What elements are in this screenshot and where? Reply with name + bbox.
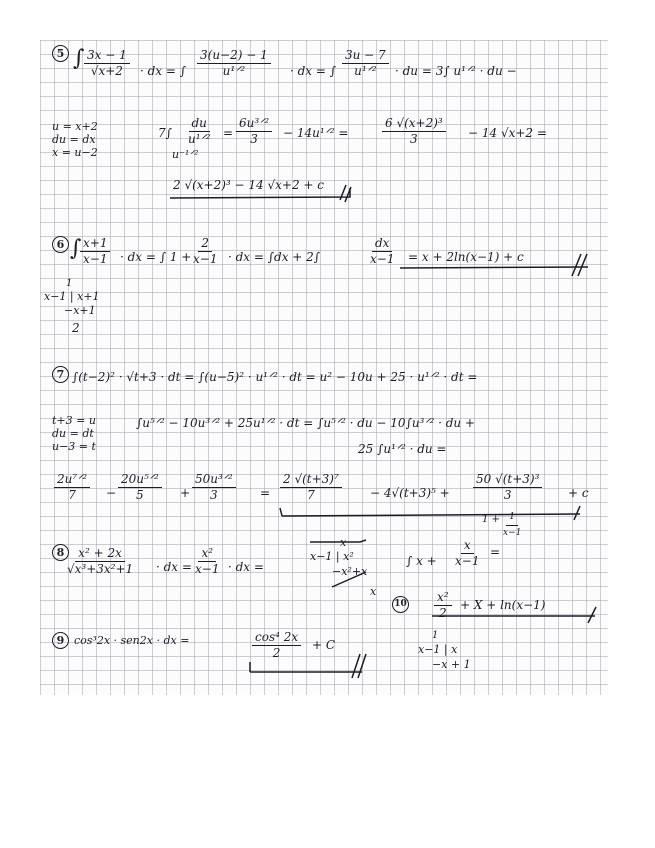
expression-text: · dx = [228,560,264,574]
numerator: 6 √(x+2)³ [382,116,446,132]
expression-text: ∫u⁵ᐟ² − 10u³ᐟ² + 25u¹ᐟ² · dt = ∫u⁵ᐟ² · du − 10∫u³ᐟ² · du + [136,416,475,430]
numerator: cos⁴ 2x [252,630,301,646]
expression-text: = [223,126,234,140]
denominator: 3 [410,132,418,146]
expression-text: ∫(t−2)² · √t+3 · dt = ∫(u−5)² · u¹ᐟ² · dt = u² − 10u + 25 · u¹ᐟ² · dt = [72,370,478,384]
substitution-line: t+3 = u [52,414,96,427]
operator: + [180,486,191,500]
denominator: 3 [503,488,512,502]
division-quotient: 1 [66,278,73,289]
denominator: 2 [272,646,281,660]
division-setup: x−1 | x² [310,550,354,563]
denominator: u¹ᐟ² [354,64,377,78]
numerator: 2u⁷ᐟ² [54,472,90,488]
expression-text: · dx = [156,560,192,574]
underline-p10 [432,607,596,623]
problem-9-number: 9 [52,632,69,649]
numerator: x² + 2x [75,546,125,562]
expression-text: 25 ∫u¹ᐟ² · du = [358,442,447,456]
denominator: u¹ᐟ² [188,132,211,146]
expression-text: − 14u¹ᐟ² = [283,126,349,140]
problem-5-number: 5 [52,45,69,62]
underline-p6 [400,254,588,276]
denominator: x−1 [193,252,218,266]
numerator: 2 [198,236,212,252]
problem-6-number: 6 [52,236,69,253]
answer-underlines [40,40,608,695]
expression-text: · dx = ∫ 1 + [120,250,192,264]
denominator: x−1 [503,528,522,538]
division-setup: x−1 | x [418,643,458,656]
expression-text: − 4√(t+3)⁵ + [370,486,450,500]
division-setup: x−1 | x+1 [44,290,100,303]
substitution-line: du = dt [52,427,94,440]
numerator: 50u³ᐟ² [192,472,236,488]
numerator: x² [434,590,452,606]
expression-text: u⁻¹ᐟ² [172,148,199,161]
denominator: x−1 [455,554,480,568]
final-answer: = x + 2ln(x−1) + c [408,250,524,264]
denominator: x−1 [370,252,395,266]
denominator: 7 [68,488,76,502]
denominator: √x+2 [90,64,123,78]
substitution-line: u−3 = t [52,440,96,453]
division-remainder: x [370,585,377,598]
numerator: x² [198,546,216,562]
denominator: x−1 [195,562,220,576]
underline-p7 [280,506,580,520]
denominator: 5 [136,488,144,502]
final-answer: 2 √(x+2)³ − 14 √x+2 + c [173,178,325,192]
expression-text: + c [568,486,589,500]
integral-sign: ∫ [73,46,85,71]
integral-sign: ∫ [70,236,82,261]
division-remainder: 2 [72,321,80,335]
final-answer: + C [312,638,336,652]
denominator: 3 [210,488,218,502]
expression-text: · du = 3∫ u¹ᐟ² · du − [395,64,517,78]
substitution-line: du = dx [52,133,96,146]
expression-text: ∫ x + [406,554,437,568]
problem-10-number: 10 [392,596,409,613]
expression-text: − 14 √x+2 = [468,126,547,140]
denominator: √x³+3x²+1 [67,562,134,576]
operator: = [490,545,501,559]
denominator: 2 [438,606,447,620]
expression-text: 7∫ [158,126,172,140]
numerator: x+1 [80,236,110,252]
division-step: −x + 1 [432,658,471,671]
expression-text: 1 + [482,514,500,525]
numerator: 3x − 1 [84,48,130,64]
substitution-line: u = x+2 [52,120,98,133]
final-answer: + X + ln(x−1) [460,598,546,612]
numerator: 20u⁵ᐟ² [118,472,162,488]
denominator: x−1 [83,252,108,266]
numerator: 3(u−2) − 1 [197,48,271,64]
division-line-p8 [332,572,366,587]
denominator: 7 [307,488,315,502]
numerator: du [189,116,210,132]
operator: = [260,486,271,500]
operator: − [106,486,117,500]
problem-7-number: 7 [52,366,69,383]
division-quotient: x [340,536,347,549]
numerator: dx [372,236,392,252]
denominator: u¹ᐟ² [222,64,246,78]
numerator: 3u − 7 [342,48,389,64]
division-step: −x+1 [64,304,96,317]
numerator: 2 √(t+3)⁷ [280,472,342,488]
division-bar-p8 [310,540,366,542]
graph-paper-sheet [40,40,608,695]
expression-text: · dx = ∫ [290,64,337,78]
expression-text: · dx = ∫ [140,64,187,78]
denominator: 3 [250,132,258,146]
numerator: 1 [506,510,518,526]
division-quotient: 1 [432,630,439,641]
numerator: 50 √(t+3)³ [473,472,542,488]
expression-text: · dx = ∫dx + 2∫ [228,250,321,264]
numerator: 6u³ᐟ² [236,116,272,132]
division-step: −x²+x [332,565,368,578]
substitution-line: x = u−2 [52,146,98,159]
expression-text: cos³2x · sen2x · dx = [74,634,190,647]
underline-p5 [170,188,350,198]
underline-p9 [250,654,366,678]
problem-8-number: 8 [52,544,69,561]
numerator: x [461,538,474,554]
